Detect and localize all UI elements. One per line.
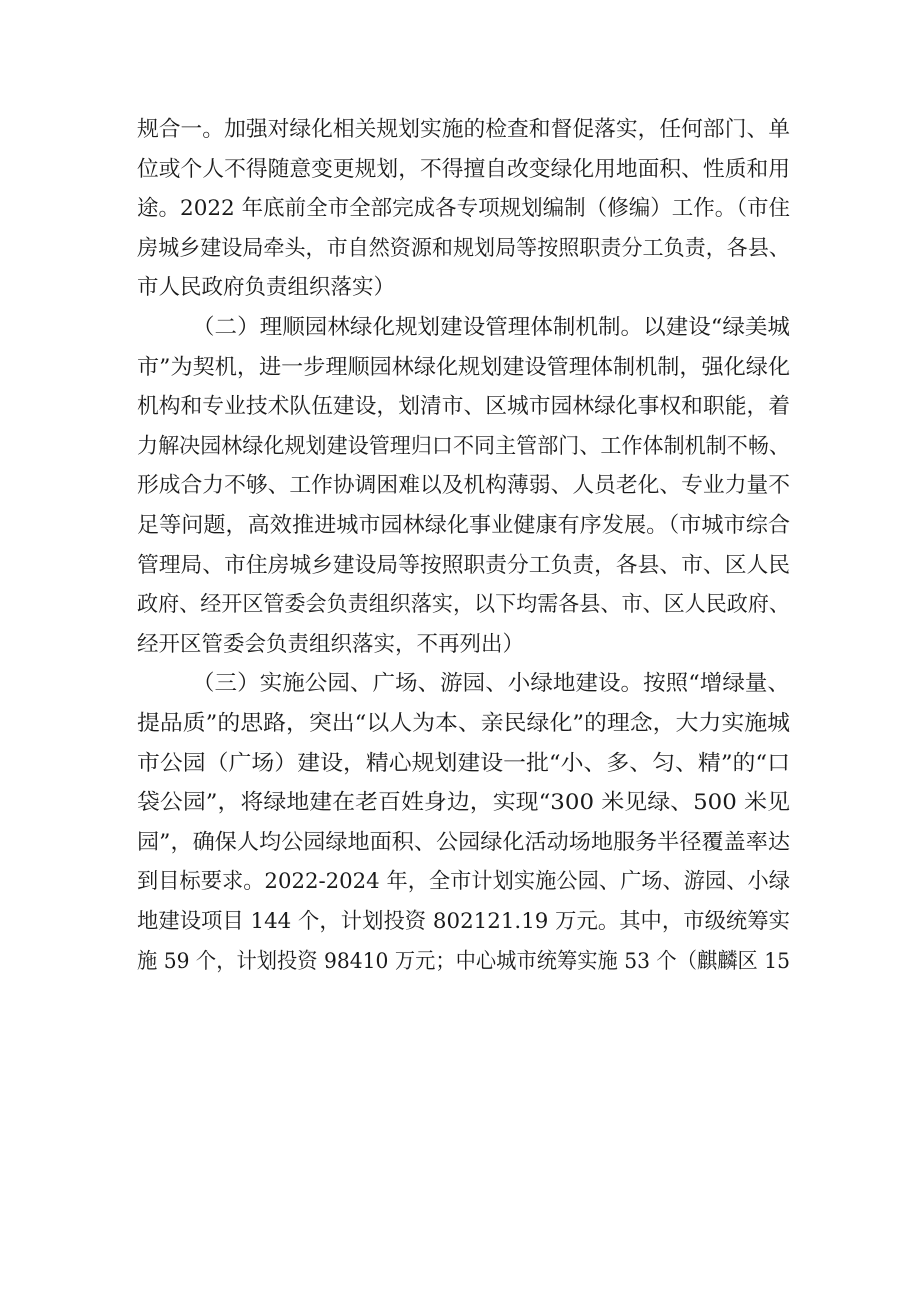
- text-line: [0, 585, 920, 625]
- text-line: [0, 229, 920, 269]
- text-line: [0, 110, 920, 150]
- text-line: [0, 704, 920, 744]
- line-text: 袋公园”，将绿地建在老百姓身边，实现“300 米见绿、500 米见: [137, 790, 791, 816]
- line-text: （三）实施公园、广场、游园、小绿地建设。按照“增绿量、: [192, 671, 790, 697]
- paragraph-first-line: [0, 664, 920, 704]
- line-text: 规合一。加强对绿化相关规划实施的检查和督促落实，任何部门、单: [137, 117, 791, 142]
- line-text: 园”，确保人均公园绿地面积、公园绿化活动场地服务半径覆盖率达: [137, 829, 791, 855]
- text-line: [0, 189, 920, 229]
- text-line: [0, 546, 920, 586]
- text-line: [0, 427, 920, 467]
- line-text: 管理局、市住房城乡建设局等按照职责分工负责，各县、市、区人民: [137, 552, 791, 578]
- line-text: 经开区管委会负责组织落实，不再列出）: [137, 631, 525, 657]
- line-text: 地建设项目 144 个，计划投资 802121.19 万元。其中，市级统筹实: [137, 909, 790, 934]
- line-text: 市人民政府负责组织落实）: [137, 275, 396, 301]
- text-line: [0, 902, 920, 942]
- text-line: [0, 823, 920, 863]
- line-text: 到目标要求。2022-2024 年，全市计划实施公园、广场、游园、小绿: [137, 869, 790, 895]
- line-text: 力解决园林绿化规划建设管理归口不同主管部门、工作体制机制不畅、: [137, 433, 790, 459]
- text-line: [0, 744, 920, 784]
- line-text: （二）理顺园林绿化规划建设管理体制机制。以建设“绿美城: [192, 315, 790, 340]
- line-text: 途。2022 年底前全市全部完成各专项规划编制（修编）工作。（市住: [137, 196, 791, 222]
- line-text: 位或个人不得随意变更规划，不得擅自改变绿化用地面积、性质和用: [137, 156, 791, 182]
- text-line: [0, 942, 920, 982]
- text-line: [0, 625, 920, 665]
- line-text: 形成合力不够、工作协调困难以及机构薄弱、人员老化、专业力量不: [137, 473, 791, 499]
- text-line: [0, 466, 920, 506]
- text-line: [0, 268, 920, 308]
- text-line: [0, 150, 920, 190]
- paragraph-first-line: [0, 308, 920, 348]
- text-line: [0, 348, 920, 388]
- text-line: [0, 506, 920, 546]
- line-text: 房城乡建设局牵头，市自然资源和规划局等按照职责分工负责，各县、: [137, 235, 790, 261]
- text-line: [0, 783, 920, 823]
- text-line: [0, 862, 920, 902]
- line-text: 市”为契机，进一步理顺园林绿化规划建设管理体制机制，强化绿化: [137, 354, 791, 380]
- text-line: [0, 387, 920, 427]
- line-text: 机构和专业技术队伍建设，划清市、区城市园林绿化事权和职能，着: [137, 394, 791, 420]
- line-text: 提品质”的思路，突出“以人为本、亲民绿化”的理念，大力实施城: [137, 711, 790, 736]
- line-text: 施 59 个，计划投资 98410 万元；中心城市统筹实施 53 个（麒麟区 15: [137, 948, 790, 974]
- line-text: 政府、经开区管委会负责组织落实，以下均需各县、市、区人民政府、: [137, 592, 790, 618]
- line-text: 足等问题，高效推进城市园林绿化事业健康有序发展。（市城市综合: [137, 513, 790, 538]
- line-text: 市公园（广场）建设，精心规划建设一批“小、多、匀、精”的“口: [137, 750, 790, 776]
